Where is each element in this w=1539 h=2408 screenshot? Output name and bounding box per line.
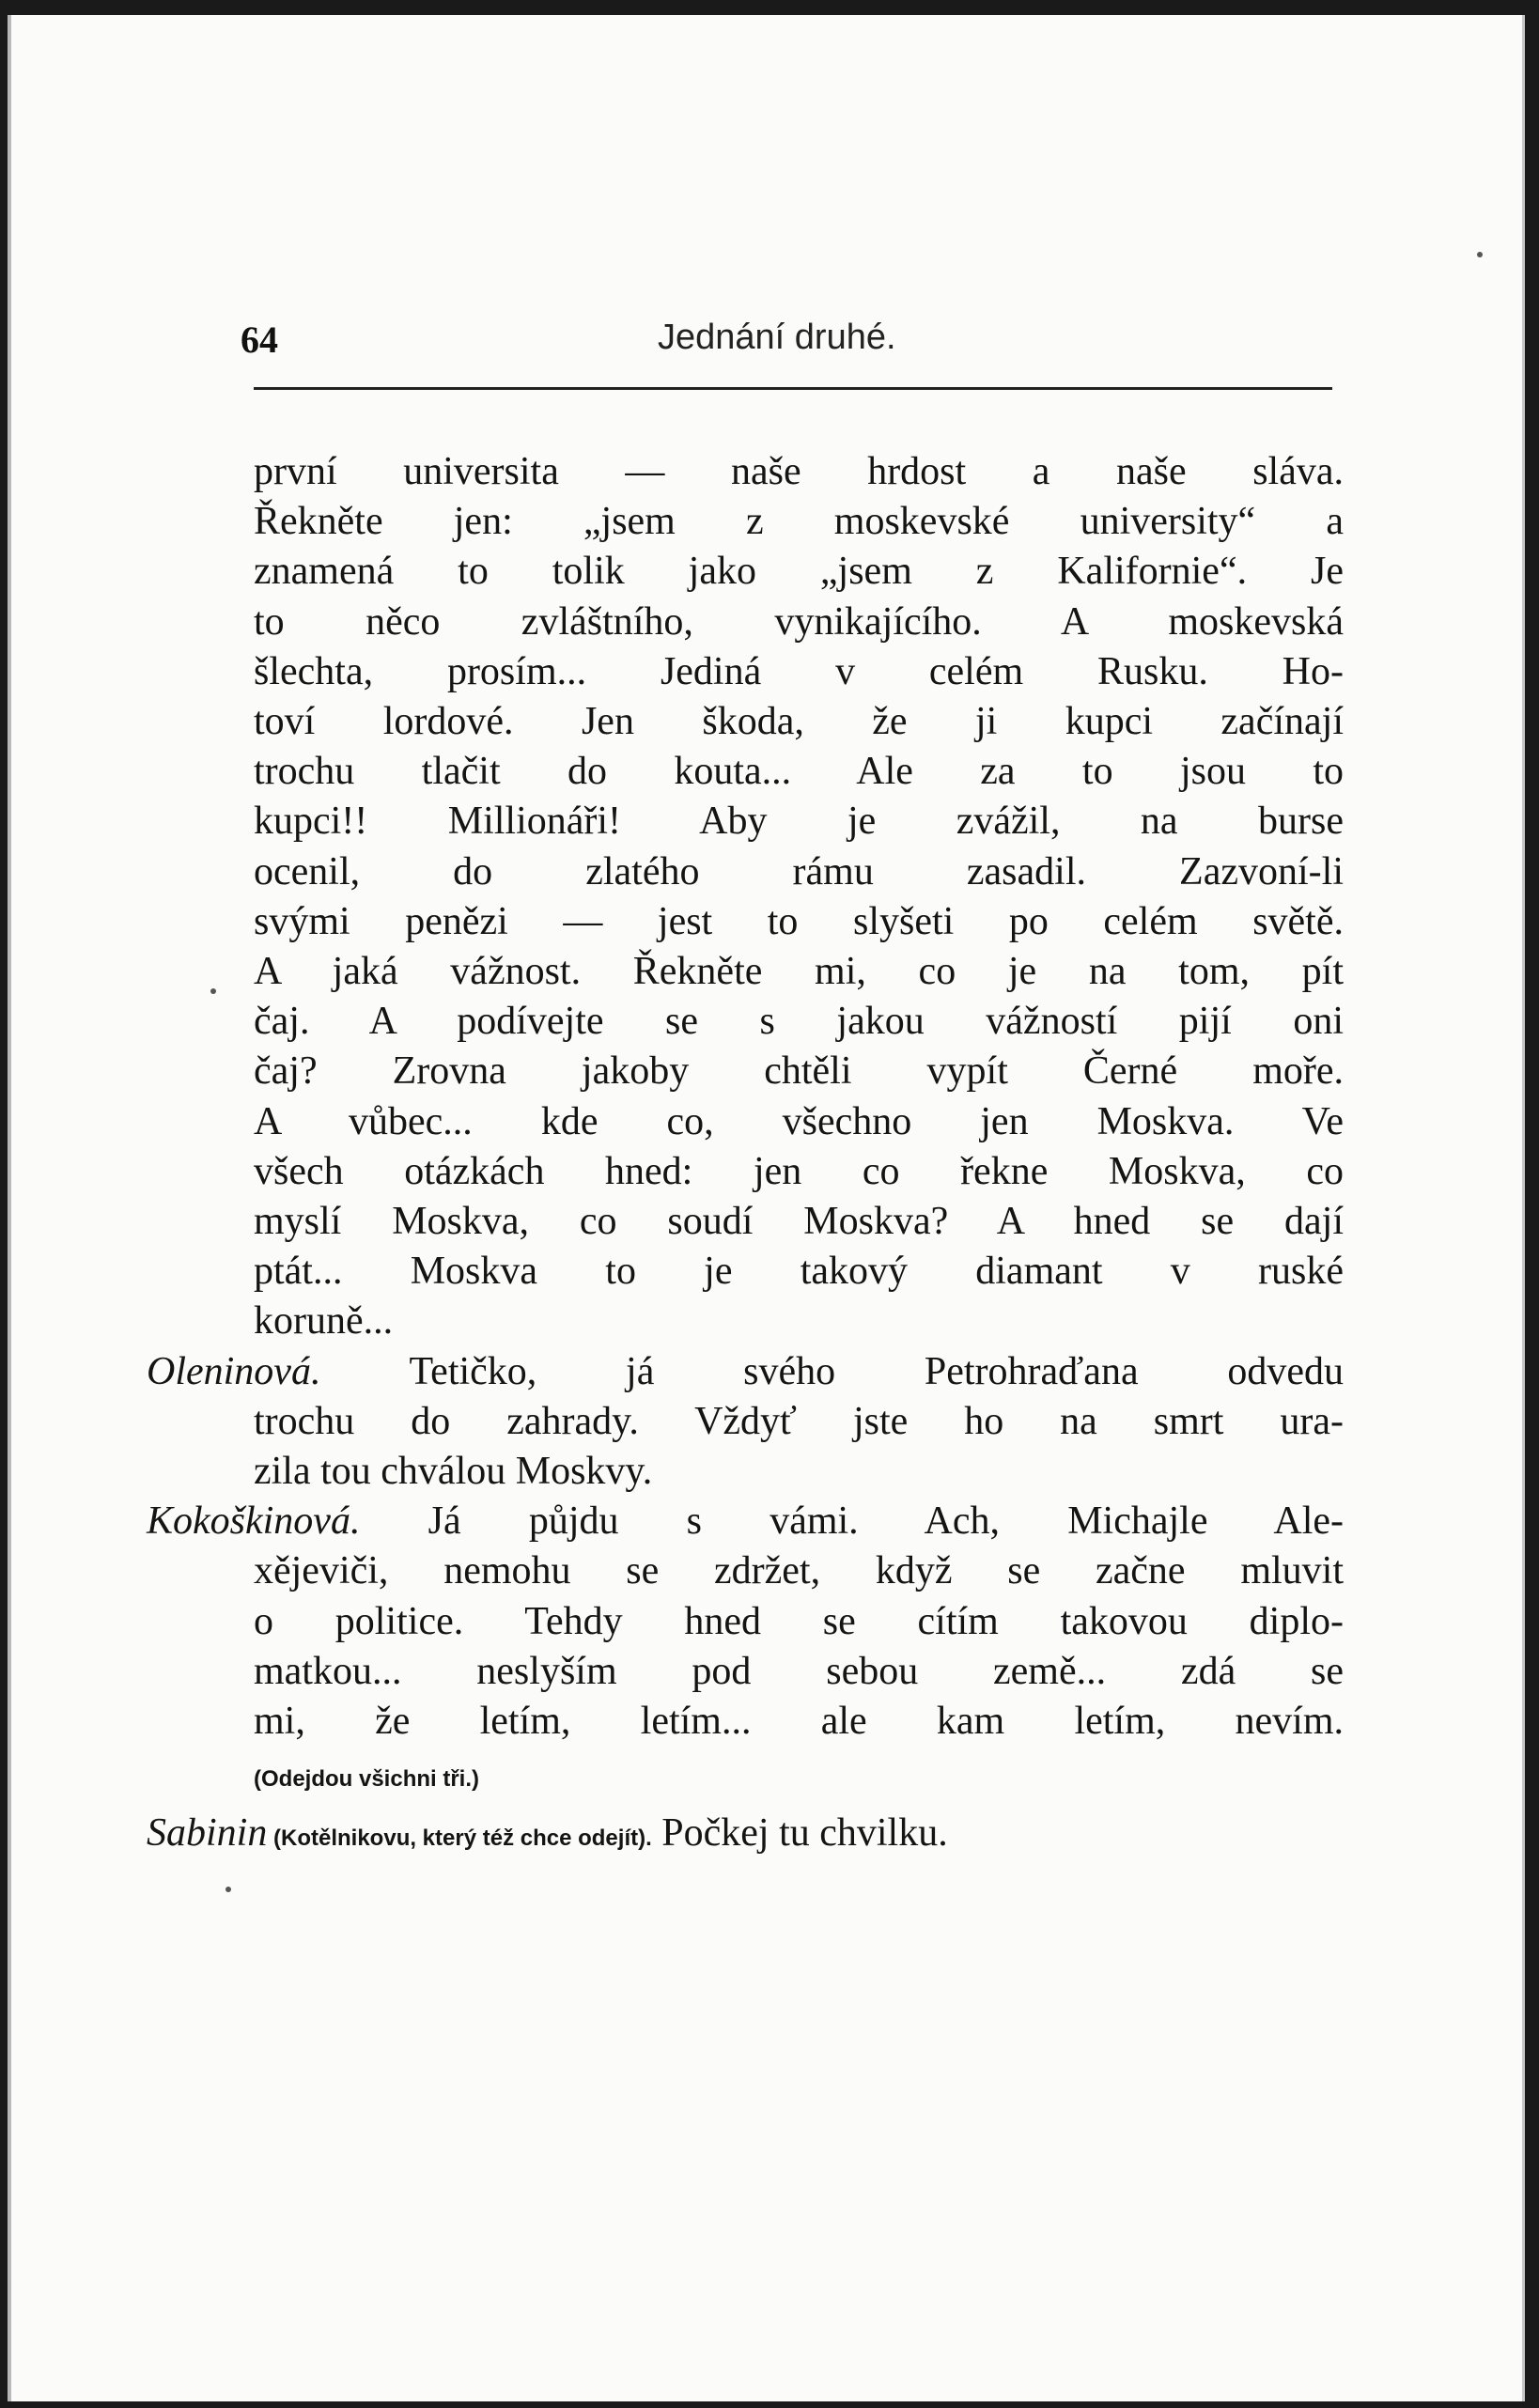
text-line: první universita — naše hrdost a naše sláva. [254, 450, 1344, 493]
print-speck [1477, 252, 1483, 257]
header-rule [254, 387, 1332, 390]
speech-oleninova [147, 1347, 1344, 1498]
stage-direction: (Kotělnikovu, který též chce odejít). [267, 1825, 652, 1852]
text-line: o politice. Tehdy hned se cítím takovou diplo- [254, 1599, 1344, 1643]
body-text [147, 447, 1344, 1863]
speech-text: Počkej tu chvilku. [651, 1811, 948, 1856]
speech-kokoskinova [147, 1497, 1344, 1801]
text-line: všech otázkách hned: jen co řekne Moskva, co [254, 1149, 1344, 1193]
stage-direction-line [147, 1747, 1344, 1801]
text-line: Řekněte jen: „jsem z moskevské university“ a [254, 500, 1344, 544]
text-line: A vůbec... kde co, všechno jen Moskva. Ve [254, 1099, 1344, 1143]
text-line: matkou... neslyším pod sebou země... zdá se [254, 1649, 1344, 1693]
speaker-name: Kokoškinová. [147, 1499, 361, 1544]
speech-text: Tetičko, já svého Petrohraďana odvedu [320, 1349, 1344, 1393]
text-line: trochu do zahrady. Vždyť jste ho na smrt ura- [254, 1399, 1344, 1443]
stage-direction: (Odejdou všichni tři.) [254, 1766, 480, 1793]
page-number: 64 [241, 318, 278, 361]
text-line [147, 1497, 1344, 1546]
text-line: toví lordové. Jen škoda, že ji kupci začínají [254, 700, 1344, 744]
text-line: šlechta, prosím... Jediná v celém Rusku. Ho- [254, 649, 1344, 693]
text-line: čaj. A podívejte se s jakou vážností pijí oni [254, 1000, 1344, 1044]
speech-sabinin [147, 1809, 1344, 1863]
speaker-name: Sabinin [147, 1811, 268, 1856]
text-line: kupci!! Millionáři! Aby je zvážil, na burse [254, 800, 1344, 844]
text-line: trochu tlačit do kouta... Ale za to jsou to [254, 750, 1344, 794]
text-line: koruně... [254, 1299, 394, 1344]
running-head: Jednání druhé. [658, 318, 896, 357]
print-speck [225, 1887, 231, 1892]
text-line: znamená to tolik jako „jsem z Kalifornie“. Je [254, 550, 1344, 594]
paragraph-monologue [254, 447, 1344, 1347]
text-line: čaj? Zrovna jakoby chtěli vypít Černé moře. [254, 1049, 1344, 1094]
text-line: svými penězi — jest to slyšeti po celém světě. [254, 899, 1344, 943]
text-line: mi, že letím, letím... ale kam letím, nevím. [254, 1700, 1344, 1744]
text-line: zila tou chválou Moskvy. [254, 1450, 653, 1494]
print-speck [210, 988, 216, 994]
text-line [147, 1347, 1344, 1397]
text-line: ocenil, do zlatého rámu zasadil. Zazvoní-li [254, 849, 1344, 893]
page-header [11, 318, 1522, 374]
text-line: ptát... Moskva to je takový diamant v ruské [254, 1250, 1344, 1294]
text-line: A jaká vážnost. Řekněte mi, co je na tom, pít [254, 950, 1344, 994]
text-line: myslí Moskva, co soudí Moskva? A hned se dají [254, 1200, 1344, 1244]
text-line [147, 1809, 1344, 1863]
text-line: xějeviči, nemohu se zdržet, když se začne mluvit [254, 1549, 1344, 1593]
text-line: to něco zvláštního, vynikajícího. A moskevská [254, 599, 1344, 644]
book-page [8, 15, 1525, 2401]
speaker-name: Oleninová. [147, 1349, 321, 1393]
speech-text: Já půjdu s vámi. Ach, Michajle Ale- [360, 1499, 1344, 1544]
